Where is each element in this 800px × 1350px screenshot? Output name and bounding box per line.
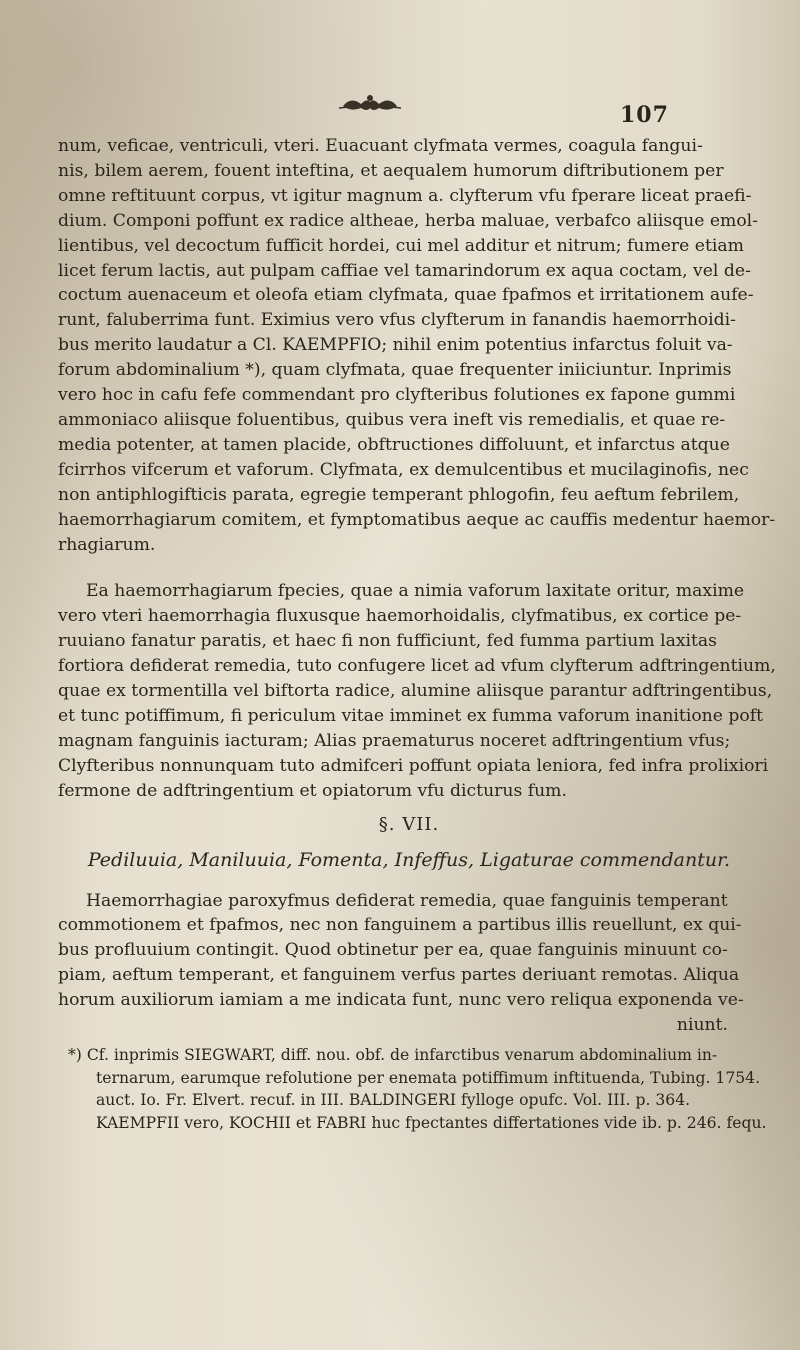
paragraph-2 bbox=[58, 579, 776, 803]
text-line: Ea haemorrhagiarum fpecies, quae a nimia vaforum laxitate oritur, maxime bbox=[86, 581, 745, 602]
paragraph-gap bbox=[58, 557, 760, 579]
text-line: fermone de adftringentium et opiatorum vfu dicturus fum. bbox=[58, 780, 567, 801]
text-line: horum auxiliorum iamiam a me indicata funt, nunc vero reliqua exponenda ve- bbox=[58, 990, 744, 1011]
text-line: runt, faluberrima funt. Eximius vero vfus clyfterum in fanandis haemorrhoidi- bbox=[58, 310, 736, 331]
text-line: fcirrhos vifcerum et vaforum. Clyfmata, ex demulcentibus et mucilaginofis, nec bbox=[58, 459, 749, 480]
paragraph-3 bbox=[58, 889, 760, 1038]
main-text bbox=[58, 134, 776, 1134]
footnote-line: KAEMPFII vero, KOCHII et FABRI huc fpectantes differtationes vide ib. p. 246. fequ. bbox=[96, 1113, 767, 1132]
text-line: Clyfteribus nonnunquam tuto admifceri poffunt opiata leniora, fed infra prolixiori bbox=[58, 755, 769, 776]
text-line: non antiphlogifticis parata, egregie temperant phlogofin, feu aeftum febrilem, bbox=[58, 484, 740, 505]
text-line: commotionem et fpafmos, nec non fanguinem a partibus illis reuellunt, ex qui- bbox=[58, 915, 742, 936]
text-line: bus profluuium contingit. Quod obtinetur per ea, quae fanguinis minuunt co- bbox=[58, 940, 728, 961]
paragraph-1 bbox=[58, 134, 776, 557]
text-line: num, veficae, ventriculi, vteri. Euacuant clyfmata vermes, coagula fangui- bbox=[58, 136, 703, 156]
text-line: media potenter, at tamen placide, obftructiones diffoluunt, et infarctus atque bbox=[58, 434, 730, 455]
page-number: 107 bbox=[620, 102, 669, 128]
footnote bbox=[58, 1044, 767, 1134]
text-line: Haemorrhagiae paroxyfmus defiderat remedia, quae fanguinis temperant bbox=[86, 890, 728, 911]
text-line: licet ferum lactis, aut pulpam caffiae vel tamarindorum ex aqua coctam, vel de- bbox=[58, 260, 751, 281]
text-line: quae ex tormentilla vel biftorta radice, alumine aliisque parantur adftringentibus, bbox=[58, 681, 773, 702]
text-line: lientibus, vel decoctum fufficit hordei, cui mel additur et nitrum; fumere etiam bbox=[58, 235, 744, 256]
footnote-line: auct. Io. Fr. Elvert. recuf. in III. BALDINGERI fylloge opufc. Vol. III. p. 364. bbox=[96, 1091, 691, 1110]
text-line: piam, aeftum temperant, et fanguinem verfus partes deriuant remotas. Aliqua bbox=[58, 965, 740, 986]
text-line: bus merito laudatur a Cl. KAEMPFIO; nihil enim potentius infarctus foluit va- bbox=[58, 335, 733, 356]
section-title: Pediluuia, Maniluuia, Fomenta, Infeffus, Ligaturae commendantur. bbox=[87, 848, 731, 871]
footnote-line: *) Cf. inprimis SIEGWART, diff. nou. obf. de infarctibus venarum abdominalium in- bbox=[68, 1046, 718, 1064]
text-line: vero vteri haemorrhagia fluxusque haemorhoidalis, clyfmatibus, ex cortice pe- bbox=[58, 606, 742, 627]
text-line: vero hoc in cafu fefe commendant pro clyfteribus folutiones ex fapone gummi bbox=[58, 385, 736, 406]
text-line: dium. Componi poffunt ex radice altheae, herba maluae, verbafco aliisque emol- bbox=[58, 210, 758, 231]
text-line: et tunc potiffimum, fi periculum vitae imminet ex fumma vaforum inanitione poft bbox=[58, 705, 763, 726]
text-line: forum abdominalium *), quam clyfmata, quae frequenter iniiciuntur. Inprimis bbox=[58, 360, 732, 381]
text-line: rhagiarum. bbox=[58, 534, 156, 555]
printer-ornament-icon bbox=[337, 92, 403, 114]
text-line: nis, bilem aerem, fouent inteftina, et aequalem humorum diftributionem per bbox=[58, 160, 724, 181]
text-line: ammoniaco aliisque foluentibus, quibus vera ineft vis remedialis, et quae re- bbox=[58, 409, 726, 430]
text-line: haemorrhagiarum comitem, et fymptomatibus aeque ac cauffis medentur haemor- bbox=[58, 509, 776, 530]
text-line: magnam fanguinis iacturam; Alias praematurus noceret adftringentium vfus; bbox=[58, 730, 731, 751]
text-line-end: niunt. bbox=[676, 1015, 728, 1036]
footnote-line: ternarum, earumque refolutione per enemata potiffimum inftituenda, Tubing. 1754. bbox=[96, 1068, 761, 1087]
text-line: fortiora defiderat remedia, tuto confugere licet ad vfum clyfterum adftringentium, bbox=[58, 656, 776, 677]
text-line: coctum auenaceum et oleofa etiam clyfmata, quae fpafmos et irritationem aufe- bbox=[58, 285, 754, 306]
text-line: ruuiano fanatur paratis, et haec fi non fufficiunt, fed fumma partium laxitas bbox=[58, 631, 717, 652]
text-line: omne reftituunt corpus, vt igitur magnum a. clyfterum vfu fperare liceat praefi- bbox=[58, 185, 752, 206]
section-number: §. VII. bbox=[378, 813, 440, 835]
